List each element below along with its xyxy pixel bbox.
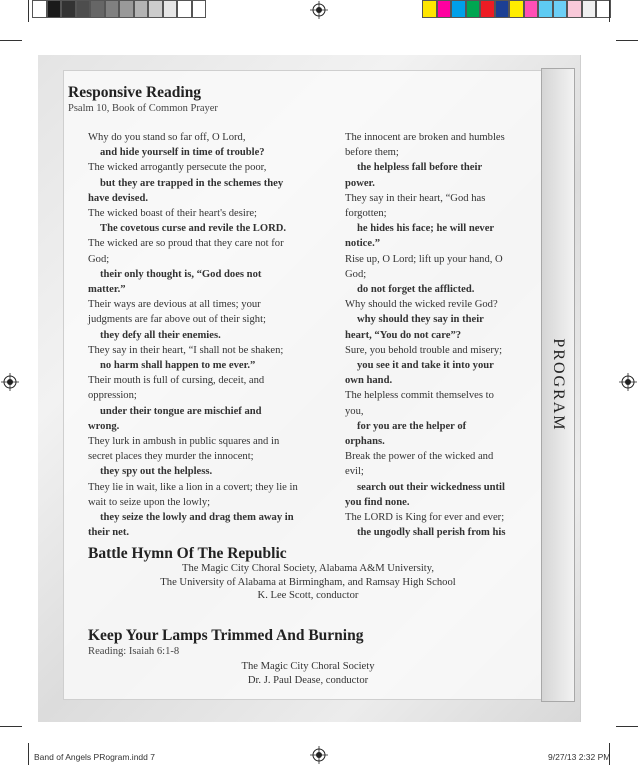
hymn-title: Battle Hymn Of The Republic <box>88 545 287 562</box>
color-swatch <box>480 0 495 18</box>
reading-line: judgments are far above out of their sight; <box>88 314 266 326</box>
reading-line: wrong. <box>88 420 120 432</box>
color-swatch <box>32 0 47 18</box>
reading-line: wait to seize upon the lowly; <box>88 496 211 508</box>
reading-title: Responsive Reading <box>68 84 202 101</box>
reading-line: search out their wickedness until <box>357 481 505 493</box>
registration-mark-icon <box>310 746 328 764</box>
color-swatch <box>61 0 76 18</box>
reading-line: notice.” <box>345 238 381 250</box>
color-swatch <box>105 0 120 18</box>
color-swatch <box>466 0 481 18</box>
color-swatch <box>422 0 437 18</box>
reading-line: forgotten; <box>345 208 387 220</box>
color-bar-grayscale <box>32 0 212 18</box>
color-swatch <box>192 0 207 18</box>
reading-subtitle: Psalm 10, Book of Common Prayer <box>68 103 218 114</box>
reading-line: the helpless fall before their <box>357 162 483 174</box>
reading-line: they spy out the helpless. <box>100 466 213 478</box>
reading-line: own hand. <box>345 375 393 387</box>
color-swatch <box>119 0 134 18</box>
reading-line: Why should the wicked revile God? <box>345 299 498 311</box>
reading-line: power. <box>345 177 375 189</box>
color-swatch <box>90 0 105 18</box>
color-swatch <box>177 0 192 18</box>
crop-mark <box>616 726 638 727</box>
reading-line: their only thought is, “God does not <box>100 268 262 280</box>
lamps-line-1: The Magic City Choral Society <box>241 661 375 672</box>
reading-line: God; <box>345 268 367 280</box>
reading-line: no harm shall happen to me ever.” <box>100 360 256 372</box>
color-swatch <box>134 0 149 18</box>
reading-line: oppression; <box>88 390 137 402</box>
registration-mark-icon <box>1 373 19 391</box>
reading-line: Their mouth is full of cursing, deceit, and <box>88 375 265 387</box>
color-swatch <box>437 0 452 18</box>
reading-line: but they are trapped in the schemes they <box>100 177 284 189</box>
hymn-conductor: K. Lee Scott, conductor <box>257 590 359 601</box>
reading-line: matter.” <box>88 284 126 296</box>
reading-line: The innocent are broken and humbles <box>345 132 505 143</box>
color-swatch <box>47 0 62 18</box>
lamps-conductor: Dr. J. Paul Dease, conductor <box>247 674 369 686</box>
reading-line: secret places they murder the innocent; <box>88 451 254 463</box>
hymn-line-1: The Magic City Choral Society, Alabama A&M University, <box>182 563 434 574</box>
registration-mark-icon <box>310 1 328 19</box>
reading-line: and hide yourself in time of trouble? <box>100 147 265 159</box>
reading-line: before them; <box>345 147 399 159</box>
reading-line: heart, “You do not care”? <box>345 329 462 341</box>
color-swatch <box>567 0 582 18</box>
reading-line: do not forget the afflicted. <box>357 284 475 296</box>
reading-line: God; <box>88 253 110 265</box>
reading-line: They say in their heart, “I shall not be shaken; <box>88 344 284 356</box>
color-bar-cmyk <box>422 0 612 18</box>
color-swatch <box>451 0 466 18</box>
hymn-performers <box>88 562 528 603</box>
reading-line: Why do you stand so far off, O Lord, <box>88 132 246 143</box>
color-swatch <box>495 0 510 18</box>
footer-filename: Band of Angels PRogram.indd 7 <box>34 752 155 762</box>
reading-line: The wicked are so proud that they care not for <box>88 238 284 250</box>
reading-line: Their ways are devious at all times; your <box>88 299 261 311</box>
reading-line: orphans. <box>345 436 385 448</box>
crop-mark <box>616 40 638 41</box>
footer-timestamp: 9/27/13 2:32 PM <box>548 752 611 762</box>
reading-line: for you are the helper of <box>357 420 467 432</box>
hymn-line-2: The University of Alabama at Birmingham, and Ramsay High School <box>160 576 456 588</box>
reading-line: The covetous curse and revile the LORD. <box>100 223 287 235</box>
reading-line: the ungodly shall perish from his <box>357 527 506 539</box>
lamps-performers <box>88 660 528 687</box>
side-tab-label: PROGRAM <box>550 338 567 432</box>
lamps-title: Keep Your Lamps Trimmed And Burning <box>88 627 364 644</box>
reading-line: you, <box>345 405 364 417</box>
color-swatch <box>553 0 568 18</box>
crop-mark <box>0 726 22 727</box>
registration-mark-icon <box>619 373 637 391</box>
reading-line: Rise up, O Lord; lift up your hand, O <box>345 253 503 265</box>
reading-line: they defy all their enemies. <box>100 329 221 341</box>
reading-line: They lie in wait, like a lion in a covert; they lie in <box>88 481 298 493</box>
reading-line: evil; <box>345 466 364 478</box>
reading-line: They lurk in ambush in public squares and in <box>88 436 280 448</box>
color-swatch <box>509 0 524 18</box>
crop-mark <box>28 743 29 765</box>
color-swatch <box>524 0 539 18</box>
reading-line: under their tongue are mischief and <box>100 405 262 417</box>
reading-line: Sure, you behold trouble and misery; <box>345 344 503 356</box>
color-swatch <box>538 0 553 18</box>
color-swatch <box>76 0 91 18</box>
reading-line: you see it and take it into your <box>357 360 494 372</box>
reading-line: you find none. <box>345 496 410 508</box>
reading-right-column <box>345 130 530 540</box>
reading-line: The wicked boast of their heart's desire; <box>88 208 257 220</box>
reading-line: They say in their heart, “God has <box>345 192 486 204</box>
color-swatch <box>163 0 178 18</box>
reading-line: their net. <box>88 527 129 539</box>
lamps-reading: Reading: Isaiah 6:1-8 <box>88 646 180 657</box>
reading-line: he hides his face; he will never <box>357 223 495 235</box>
reading-line: why should they say in their <box>357 314 484 326</box>
color-swatch <box>148 0 163 18</box>
reading-line: The wicked arrogantly persecute the poor, <box>88 162 267 174</box>
reading-left-column <box>88 130 328 540</box>
reading-line: Break the power of the wicked and <box>345 451 494 463</box>
reading-line: The LORD is King for ever and ever; <box>345 512 505 524</box>
reading-line: they seize the lowly and drag them away in <box>100 512 294 524</box>
crop-mark <box>28 0 29 22</box>
crop-mark <box>0 40 22 41</box>
crop-mark <box>609 0 610 22</box>
color-swatch <box>582 0 597 18</box>
reading-line: The helpless commit themselves to <box>345 390 494 402</box>
reading-line: have devised. <box>88 192 149 204</box>
